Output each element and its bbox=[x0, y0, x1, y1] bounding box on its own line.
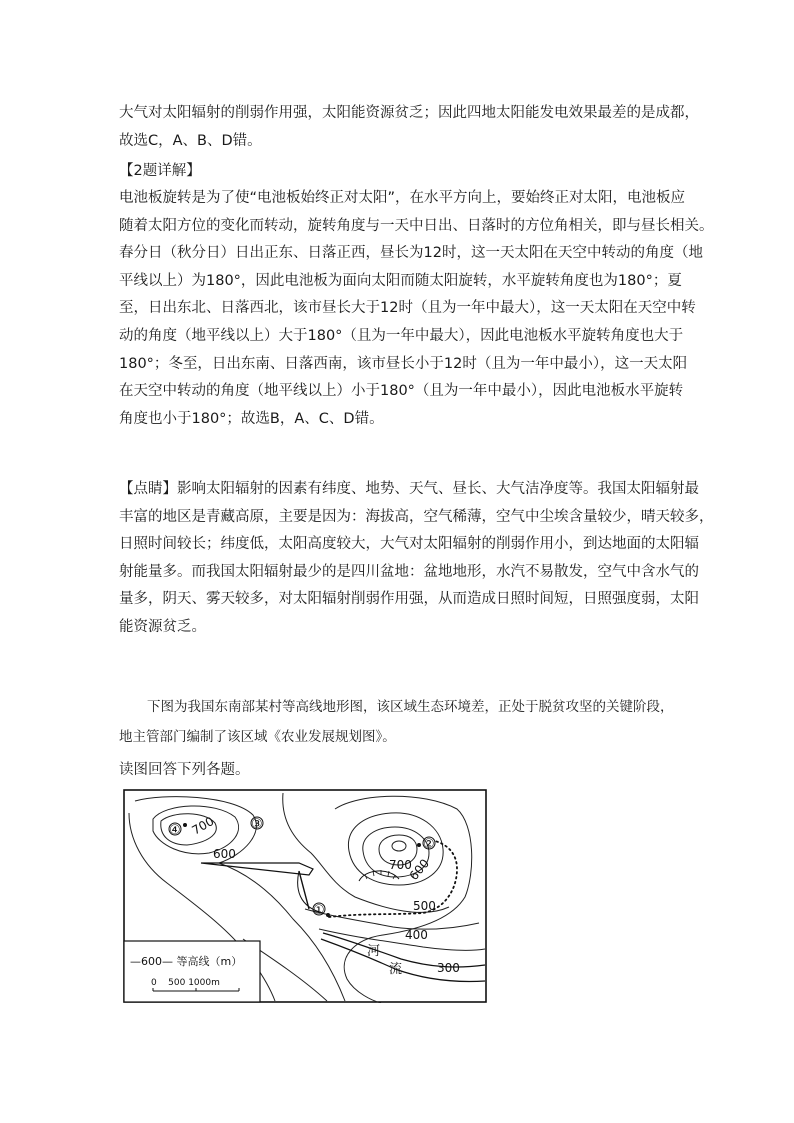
heading-text: 【2题详解】 bbox=[119, 163, 201, 179]
text-line: 能资源贫乏。 bbox=[119, 618, 206, 635]
marker-2: ② bbox=[423, 837, 435, 852]
key-point-paragraph bbox=[119, 476, 714, 642]
legend-label: —600— 等高线（m） bbox=[130, 955, 243, 968]
text-line: 射能量多。而我国太阳辐射最少的是四川盆地：盆地地形，水汽不易散发，空气中含水气的 bbox=[119, 563, 699, 580]
text-line: 电池板旋转是为了使“电池板始终正对太阳”，在水平方向上，要始终正对太阳，电池板应 bbox=[119, 190, 686, 206]
text-line: 在天空中转动的角度（地平线以上）小于180°（且为一年中最小），因此电池板水平旋转 bbox=[119, 383, 684, 400]
answer-paragraph-1 bbox=[119, 100, 699, 155]
question-intro bbox=[119, 692, 699, 752]
text-line: 180°；冬至，日出东南、日落西南，该市昼长小于12时（且为一年中最小），这一天太阳 bbox=[119, 355, 688, 372]
text-line: 动的角度（地平线以上）大于180°（且为一年中最大），因此电池板水平旋转角度也大于 bbox=[119, 327, 684, 344]
contour-label: 500 bbox=[413, 899, 436, 913]
text-line: 角度也小于180°；故选B，A、C、D错。 bbox=[119, 410, 384, 427]
map-legend bbox=[124, 941, 260, 1002]
contour-label: 300 bbox=[437, 961, 460, 975]
text-line: 【点睛】影响太阳辐射的因素有纬度、地势、天气、昼长、大气洁净度等。我国太阳辐射最 bbox=[119, 481, 699, 497]
contour-map-figure bbox=[123, 789, 487, 1003]
contour-label: 700 bbox=[189, 814, 217, 838]
marker-1: ① bbox=[313, 903, 325, 918]
text-line: 随着太阳方位的变化而转动，旋转角度与一天中日出、日落时的方位角相关，即与昼长相关。 bbox=[119, 217, 714, 234]
contour-label: 600 bbox=[213, 847, 236, 861]
text-line: 地主管部门编制了该区域《农业发展规划图》。 bbox=[119, 729, 396, 745]
text-line: 至，日出东北、日落西北，该市昼长大于12时（且为一年中最大），这一天太阳在天空中转 bbox=[119, 300, 696, 317]
contour-label: 400 bbox=[405, 928, 428, 942]
text-line: 丰富的地区是青藏高原，主要是因为：海拔高，空气稀薄，空气中尘埃含量较少，晴天较多， bbox=[119, 508, 714, 525]
scale-label: 0 500 1000m bbox=[151, 978, 220, 988]
contour-label: 700 bbox=[389, 858, 412, 872]
text-line: 故选C，A、B、D错。 bbox=[119, 132, 262, 149]
text-line: 大气对太阳辐射的削弱作用强，太阳能资源贫乏；因此四地太阳能发电效果最差的是成都， bbox=[119, 105, 699, 121]
text-line: 日照时间较长；纬度低，太阳高度较大，大气对太阳辐射的削弱作用小，到达地面的太阳辐 bbox=[119, 536, 699, 553]
river-char: 流 bbox=[389, 962, 403, 977]
answer-paragraph-2 bbox=[119, 185, 714, 433]
text-line: 下图为我国东南部某村等高线地形图，该区域生态环境差，正处于脱贫攻坚的关键阶段， bbox=[147, 699, 674, 715]
text-line: 春分日（秋分日）日出正东、日落正西，昼长为12时，这一天太阳在天空中转动的角度（地 bbox=[119, 245, 703, 262]
contour-label: 600 bbox=[406, 856, 433, 883]
question-lead: 读图回答下列各题。 bbox=[119, 762, 250, 778]
section-heading-q2 bbox=[119, 158, 679, 186]
river-char: 河 bbox=[367, 944, 381, 959]
text-line: 平线以上）为180°，因此电池板为面向太阳而随太阳旋转，水平旋转角度也为180°；夏 bbox=[119, 272, 682, 289]
marker-4: ④ bbox=[169, 823, 181, 838]
text-line: 量多，阴天、雾天较多，对太阳辐射削弱作用强，从而造成日照时间短，日照强度弱，太阳 bbox=[119, 591, 699, 608]
marker-3: ③ bbox=[251, 817, 263, 832]
